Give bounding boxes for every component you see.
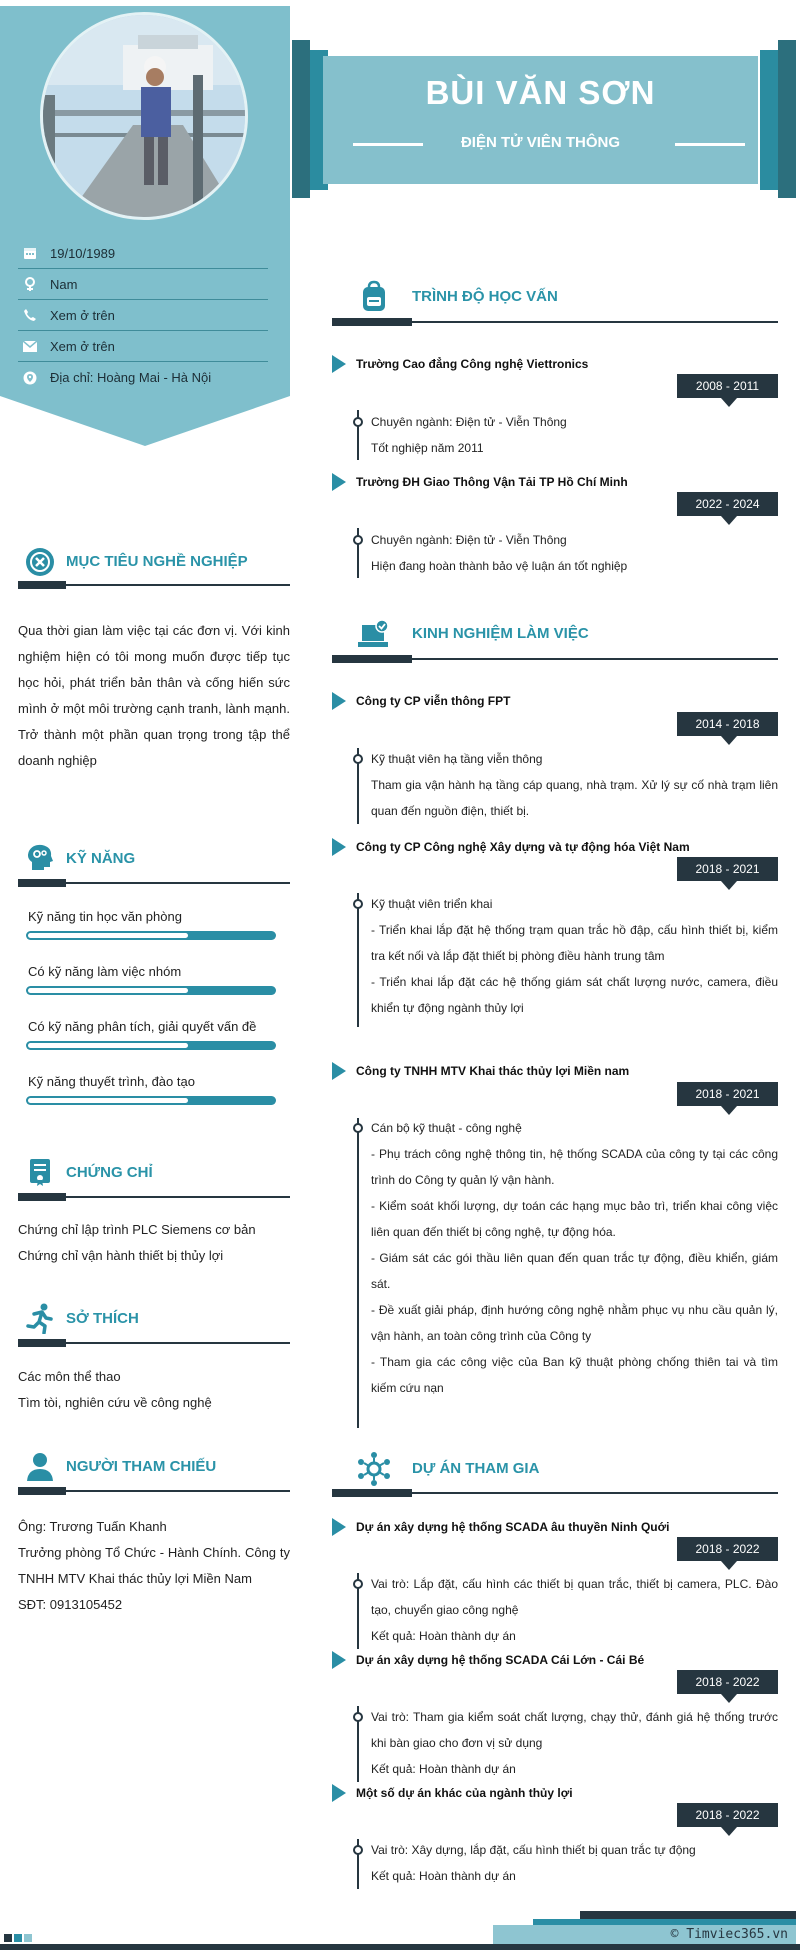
- skill-bar: [26, 986, 276, 995]
- network-icon: [356, 1451, 392, 1487]
- reference-phone: SĐT: 0913105452: [18, 1597, 123, 1612]
- skill-label: Kỹ năng tin học văn phòng: [28, 909, 182, 924]
- entry-marker: [332, 355, 346, 373]
- entry-marker: [332, 1062, 346, 1080]
- project-role: Vai trò: Lắp đặt, cấu hình các thiết bị quan trắc, thiết bị camera, PLC. Đào tạo, chuyển giao công nghệ: [371, 1577, 778, 1617]
- education-detail: Tốt nghiệp năm 2011: [371, 441, 484, 455]
- timeline-dot: [353, 899, 363, 909]
- contact-address: [18, 362, 268, 393]
- timeline-line: [357, 893, 359, 1027]
- company-name: Công ty TNHH MTV Khai thác thủy lợi Miền nam: [356, 1064, 630, 1078]
- section-divider-accent: [332, 655, 412, 663]
- timeline-dot: [353, 1579, 363, 1589]
- timeline-dot: [353, 535, 363, 545]
- reference-name: Ông: Trương Tuấn Khanh: [18, 1519, 167, 1534]
- skill-bar: [26, 1096, 276, 1105]
- section-divider-accent: [18, 1339, 66, 1347]
- skill-bar-fill: [28, 933, 188, 938]
- date-badge-tip: [721, 736, 737, 745]
- section-divider-accent: [18, 581, 66, 589]
- brain-icon: [24, 842, 56, 874]
- date-badge: 2018 - 2021: [677, 1082, 778, 1106]
- section-divider-accent: [332, 1489, 412, 1497]
- project-name: Dự án xây dựng hệ thống SCADA Cái Lớn - Cái Bé: [356, 1653, 645, 1667]
- project-result: Kết quả: Hoàn thành dự án: [371, 1762, 516, 1776]
- timeline-dot: [353, 754, 363, 764]
- section-divider-accent: [18, 1487, 66, 1495]
- phone-icon: [18, 308, 42, 322]
- skill-bar-fill: [28, 1043, 188, 1048]
- entry-marker: [332, 692, 346, 710]
- job-detail: - Phụ trách công nghệ thông tin, hệ thống SCADA của công ty tại các công trình do Công ty quản lý vận hành.: [371, 1147, 778, 1187]
- education-detail: Chuyên ngành: Điện tử - Viễn Thông: [371, 533, 567, 547]
- company-name: Công ty CP Công nghệ Xây dựng và tự động hóa Việt Nam: [356, 840, 690, 854]
- entry-marker: [332, 838, 346, 856]
- date-badge: 2022 - 2024: [677, 492, 778, 516]
- date-badge-tip: [721, 398, 737, 407]
- contact-text: Xem ở trên: [50, 307, 115, 323]
- project-name: Dự án xây dựng hệ thống SCADA âu thuyền Ninh Quới: [356, 1520, 670, 1534]
- timeline-dot: [353, 1712, 363, 1722]
- section-title-projects: DỰ ÁN THAM GIA: [412, 1460, 540, 1477]
- job-detail: - Kiểm soát khối lượng, dự toán các hạng mục bảo trì, triển khai công việc liên quan đến thiết bị công nghệ, tự động hóa.: [371, 1199, 778, 1239]
- job-detail: - Triển khai lắp đặt các hệ thống giám sát chất lượng nước, camera, điều khiển tự động ngành thủy lợi: [371, 975, 778, 1015]
- project-result: Kết quả: Hoàn thành dự án: [371, 1629, 516, 1643]
- job-detail: - Giám sát các gói thầu liên quan đến quan trắc tự động, điều khiển, giám sát.: [371, 1251, 778, 1291]
- job-detail: - Tham gia các công việc của Ban kỹ thuật phòng chống thiên tai và tìm kiếm cứu nạn: [371, 1355, 778, 1395]
- skill-label: Kỹ năng thuyết trình, đào tạo: [28, 1074, 195, 1089]
- mail-icon: [18, 341, 42, 352]
- section-title-certificates: CHỨNG CHỈ: [66, 1164, 153, 1181]
- section-divider-accent: [18, 1193, 66, 1201]
- contact-text: Địa chỉ: Hoàng Mai - Hà Nội: [50, 370, 212, 385]
- running-icon: [24, 1302, 56, 1334]
- timeline-dot: [353, 417, 363, 427]
- laptop-icon: [356, 617, 392, 653]
- job-title: Cán bộ kỹ thuật - công nghệ: [371, 1121, 522, 1135]
- date-badge: 2018 - 2022: [677, 1670, 778, 1694]
- section-title-education: TRÌNH ĐỘ HỌC VẤN: [412, 288, 558, 305]
- reference-position: Trưởng phòng Tổ Chức - Hành Chính. Công ty TNHH MTV Khai thác thủy lợi Miền Nam: [18, 1545, 290, 1586]
- hobby-item: Tìm tòi, nghiên cứu về công nghệ: [18, 1395, 212, 1410]
- date-badge: 2018 - 2021: [677, 857, 778, 881]
- job-detail: Tham gia vận hành hạ tầng cáp quang, nhà trạm. Xử lý sự cố nhà trạm liên quan đến nguồn điện, thiết bị.: [371, 778, 778, 818]
- project-role: Vai trò: Xây dựng, lắp đặt, cấu hình thiết bị quan trắc tự động: [371, 1843, 696, 1857]
- backpack-icon: [356, 279, 392, 315]
- skill-bar: [26, 931, 276, 940]
- hobby-item: Các môn thể thao: [18, 1369, 121, 1384]
- section-title-references: NGƯỜI THAM CHIẾU: [66, 1458, 217, 1475]
- header-frame: [760, 50, 778, 190]
- date-badge-tip: [721, 881, 737, 890]
- gender-icon: [18, 276, 42, 292]
- contact-text: Xem ở trên: [50, 338, 115, 354]
- date-badge: 2018 - 2022: [677, 1537, 778, 1561]
- footer-stripe: [580, 1911, 796, 1919]
- contact-email: [18, 331, 268, 362]
- person-icon: [24, 1450, 56, 1482]
- project-name: Một số dự án khác của ngành thủy lợi: [356, 1786, 573, 1800]
- job-title: Kỹ thuật viên triển khai: [371, 897, 493, 911]
- contact-gender: [18, 269, 268, 300]
- skill-bar-fill: [28, 1098, 188, 1103]
- entry-marker: [332, 1784, 346, 1802]
- section-title-objective: MỤC TIÊU NGHỀ NGHIỆP: [66, 553, 248, 570]
- contact-text: Nam: [50, 276, 78, 292]
- timeline-dot: [353, 1845, 363, 1855]
- section-divider-accent: [18, 879, 66, 887]
- project-role: Vai trò: Tham gia kiểm soát chất lượng, chạy thử, đánh giá hệ thống trước khi bàn giao cho đơn vị sử dụng: [371, 1710, 778, 1750]
- avatar: [40, 12, 248, 220]
- footer-square: [24, 1934, 32, 1942]
- header-frame: [292, 40, 310, 198]
- objective-text: Qua thời gian làm việc tại các đơn vị. Với kinh nghiệm hiện có tôi mong muốn được tiếp tục học hỏi, phát triển bản thân và cống hiến sức mình ở một môi trường cạnh tranh, lành mạnh. Trở thành một phần quan trọng trong tập thể doanh nghiệp: [18, 623, 290, 768]
- skill-label: Có kỹ năng phân tích, giải quyết vấn đề: [28, 1019, 257, 1034]
- job-detail: - Đề xuất giải pháp, định hướng công nghệ nhằm phục vụ nhu cầu quản lý, vận hành, an toàn công trình của Công ty: [371, 1303, 778, 1343]
- date-badge-tip: [721, 1561, 737, 1570]
- skill-bar: [26, 1041, 276, 1050]
- education-school: Trường ĐH Giao Thông Vận Tải TP Hồ Chí Minh: [356, 475, 628, 489]
- candidate-name: BÙI VĂN SƠN: [425, 74, 656, 111]
- education-school: Trường Cao đẳng Công nghệ Viettronics: [356, 357, 589, 371]
- calendar-icon: [18, 246, 42, 260]
- entry-marker: [332, 1518, 346, 1536]
- target-icon: [24, 546, 56, 578]
- date-badge: 2014 - 2018: [677, 712, 778, 736]
- company-name: Công ty CP viễn thông FPT: [356, 694, 511, 708]
- education-detail: Chuyên ngành: Điện tử - Viễn Thông: [371, 415, 567, 429]
- date-badge-tip: [721, 1694, 737, 1703]
- section-title-experience: KINH NGHIỆM LÀM VIỆC: [412, 625, 589, 642]
- contact-birthday: [18, 238, 268, 269]
- footer-bar: [0, 1944, 800, 1950]
- timeline-dot: [353, 1123, 363, 1133]
- date-badge-tip: [721, 516, 737, 525]
- footer-square: [4, 1934, 12, 1942]
- education-detail: Hiện đang hoàn thành bảo vệ luận án tốt nghiệp: [371, 559, 628, 573]
- entry-marker: [332, 1651, 346, 1669]
- footer-square: [14, 1934, 22, 1942]
- certificate-icon: [24, 1156, 56, 1188]
- contact-text: 19/10/1989: [50, 245, 116, 261]
- date-badge-tip: [721, 1827, 737, 1836]
- header-dash: [675, 143, 745, 146]
- date-badge: 2008 - 2011: [677, 374, 778, 398]
- section-title-hobbies: SỞ THÍCH: [66, 1310, 139, 1327]
- certificate-item: Chứng chỉ vận hành thiết bị thủy lợi: [18, 1248, 224, 1263]
- candidate-role: ĐIỆN TỬ VIÊN THÔNG: [460, 134, 621, 151]
- certificate-item: Chứng chỉ lập trình PLC Siemens cơ bản: [18, 1222, 256, 1237]
- entry-marker: [332, 473, 346, 491]
- contact-phone: [18, 300, 268, 331]
- date-badge-tip: [721, 1106, 737, 1115]
- section-divider-accent: [332, 318, 412, 326]
- timeline-line: [357, 1118, 359, 1428]
- header-frame: [778, 40, 796, 198]
- date-badge: 2018 - 2022: [677, 1803, 778, 1827]
- section-title-skills: KỸ NĂNG: [66, 850, 136, 867]
- location-icon: [18, 371, 42, 385]
- skill-label: Có kỹ năng làm việc nhóm: [28, 964, 182, 979]
- job-title: Kỹ thuật viên hạ tầng viễn thông: [371, 752, 543, 766]
- watermark: © Timviec365.vn: [670, 1927, 788, 1942]
- job-detail: - Triển khai lắp đặt hệ thống trạm quan trắc hồ đập, cấu hình thiết bị, kiểm tra kết nối và lắp đặt thiết bị phòng điều hành trung tâm: [371, 923, 778, 963]
- profile-panel-point: [0, 396, 290, 446]
- project-result: Kết quả: Hoàn thành dự án: [371, 1869, 516, 1883]
- skill-bar-fill: [28, 988, 188, 993]
